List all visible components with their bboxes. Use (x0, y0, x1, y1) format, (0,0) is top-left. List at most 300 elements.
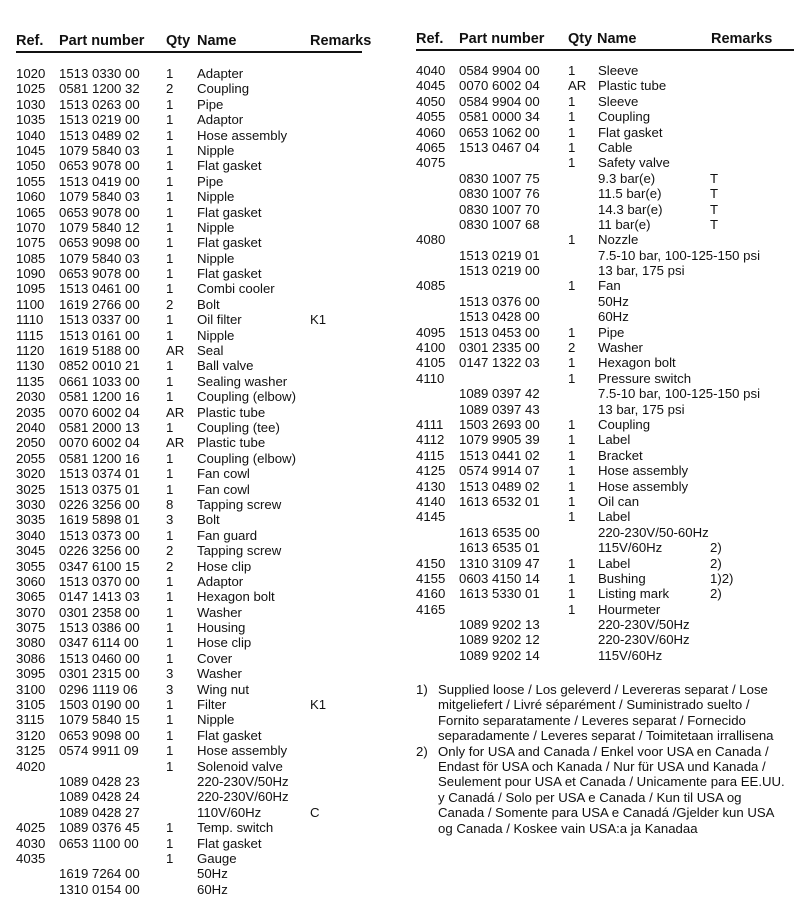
name-cell: Bolt (197, 512, 220, 528)
right-parts-rows (416, 63, 796, 663)
parts-row (16, 112, 392, 127)
qty-cell: 1 (568, 355, 576, 371)
qty-cell: 1 (166, 219, 174, 235)
name-cell: Hose clip (197, 558, 252, 574)
name-cell: Nipple (197, 712, 235, 728)
part-number-cell: 0301 2358 00 (59, 604, 140, 620)
name-cell: Nipple (197, 250, 235, 266)
parts-row (416, 417, 796, 432)
name-cell: 115V/60Hz (598, 647, 663, 663)
qty-cell: AR (568, 78, 587, 94)
parts-row (416, 202, 796, 217)
parts-row (416, 571, 796, 586)
part-number-cell: 1089 0428 27 (59, 804, 140, 820)
parts-row (416, 109, 796, 124)
part-number-cell: 0347 6100 15 (59, 558, 140, 574)
parts-row (16, 805, 392, 820)
part-number-cell: 1513 0161 00 (59, 327, 140, 343)
qty-cell: 1 (568, 93, 576, 109)
part-number-cell: 1513 0374 01 (59, 466, 140, 482)
part-number-cell: 1089 9202 14 (459, 647, 540, 663)
name-cell: Listing mark (598, 586, 670, 602)
ref-cell: 1040 (16, 127, 46, 143)
name-cell: Washer (598, 340, 643, 356)
parts-row (16, 158, 392, 173)
parts-row (16, 574, 392, 589)
part-number-cell: 0653 9098 00 (59, 235, 140, 251)
qty-cell: 1 (166, 727, 174, 743)
part-number-cell: 1513 0219 00 (59, 112, 140, 128)
parts-row (16, 866, 392, 881)
left-parts-rows (16, 66, 392, 897)
remarks-cell: 1)2) (710, 570, 734, 586)
part-number-cell: 0070 6002 04 (459, 78, 540, 94)
part-number-cell: 1079 5840 12 (59, 219, 140, 235)
ref-cell: 3115 (16, 712, 45, 728)
qty-cell: 1 (568, 463, 576, 479)
ref-cell: 4045 (416, 78, 446, 94)
part-number-cell: 1513 0489 02 (59, 127, 140, 143)
ref-cell: 4111 (416, 416, 444, 432)
parts-row (16, 235, 392, 250)
name-cell: Seal (197, 343, 224, 359)
qty-cell: 1 (166, 697, 174, 713)
ref-cell: 1030 (16, 96, 46, 112)
part-number-cell: 0147 1413 03 (59, 589, 140, 605)
part-number-cell: 0830 1007 75 (459, 170, 540, 186)
name-cell: Temp. switch (197, 820, 274, 836)
part-number-cell: 1513 0376 00 (459, 293, 540, 309)
part-number-cell: 1513 0337 00 (59, 312, 140, 328)
part-number-cell: 1619 5898 01 (59, 512, 140, 528)
parts-row (416, 509, 796, 524)
qty-cell: 1 (568, 232, 576, 248)
part-number-cell: 1513 0375 01 (59, 481, 140, 497)
parts-row (16, 728, 392, 743)
ref-cell: 4105 (416, 355, 446, 371)
qty-cell: 1 (166, 358, 174, 374)
name-cell: 220-230V/60Hz (598, 632, 690, 648)
ref-cell: 1095 (16, 281, 46, 297)
name-cell: Flat gasket (197, 266, 262, 282)
name-cell: Oil can (598, 493, 640, 509)
parts-row (16, 189, 392, 204)
remarks-cell: 2) (710, 540, 722, 556)
part-number-cell: 1513 0489 02 (459, 478, 540, 494)
qty-cell: 1 (166, 527, 174, 543)
qty-cell: 2 (166, 296, 174, 312)
ref-cell: 4100 (416, 340, 446, 356)
name-cell: Adaptor (197, 112, 244, 128)
part-number-cell: 1513 0419 00 (59, 173, 140, 189)
footnote-text: Supplied loose / Los geleverd / Levereras separat / Lose mitgeliefert / Livré séparément / Suministrado suelto / Fornito separatamente / Leveres separat / Fornecido separadamente / Leveres separat / Toimitetaan irrallisena (438, 682, 774, 744)
name-cell: Flat gasket (197, 835, 262, 851)
ref-cell: 2050 (16, 435, 46, 451)
name-cell: Tapping screw (197, 543, 282, 559)
name-cell: Flat gasket (598, 124, 663, 140)
name-cell: Fan (598, 278, 621, 294)
name-cell: Coupling (598, 416, 651, 432)
parts-row (416, 602, 796, 617)
part-number-cell: 0653 9098 00 (59, 727, 140, 743)
part-number-cell: 0574 9911 09 (59, 743, 139, 759)
part-number-cell: 0347 6114 00 (59, 635, 139, 651)
ref-cell: 4130 (416, 478, 446, 494)
part-number-cell: 0226 3256 00 (59, 543, 140, 559)
parts-row (16, 620, 392, 635)
part-number-cell: 1089 0376 45 (59, 820, 140, 836)
ref-cell: 4095 (416, 324, 446, 340)
qty-cell: 1 (166, 419, 174, 435)
ref-cell: 4065 (416, 139, 446, 155)
remarks-cell: K1 (310, 697, 327, 713)
ref-cell: 4075 (416, 155, 446, 171)
ref-cell: 1045 (16, 142, 46, 158)
ref-cell: 3025 (16, 481, 46, 497)
name-cell: Coupling (elbow) (197, 450, 296, 466)
name-cell: Adaptor (197, 573, 244, 589)
name-cell: Filter (197, 697, 227, 713)
name-cell: Label (598, 509, 631, 525)
remarks-cell: T (710, 186, 719, 202)
part-number-cell: 1079 5840 03 (59, 142, 140, 158)
ref-cell: 2030 (16, 389, 46, 405)
name-cell: 110V/60Hz (197, 804, 262, 820)
name-cell: Plastic tube (197, 404, 266, 420)
name-cell: Hose assembly (598, 463, 689, 479)
header-rule (416, 49, 794, 51)
name-cell: Flat gasket (197, 204, 262, 220)
qty-cell: 1 (166, 250, 174, 266)
ref-cell: 3125 (16, 743, 46, 759)
parts-row (16, 512, 392, 527)
ref-cell: 4145 (416, 509, 446, 525)
parts-row (16, 66, 392, 81)
qty-cell: 1 (568, 493, 576, 509)
name-cell: Gauge (197, 850, 237, 866)
header-ref: Ref. (416, 31, 444, 47)
qty-cell: 1 (166, 66, 174, 81)
parts-row (416, 294, 796, 309)
part-number-cell: 1619 7264 00 (59, 866, 140, 882)
parts-row (416, 402, 796, 417)
name-cell: Adapter (197, 66, 244, 81)
footnote-marker: 1) (416, 682, 428, 697)
part-number-cell: 1079 5840 03 (59, 250, 140, 266)
name-cell: Pressure switch (598, 370, 692, 386)
qty-cell: 1 (568, 109, 576, 125)
name-cell: 115V/60Hz (598, 540, 663, 556)
part-number-cell: 1310 0154 00 (59, 881, 140, 897)
name-cell: Coupling (598, 109, 651, 125)
remarks-cell: T (710, 216, 719, 232)
parts-row (16, 743, 392, 758)
footnote (416, 744, 788, 836)
part-number-cell: 0070 6002 04 (59, 435, 140, 451)
part-number-cell: 0653 9078 00 (59, 158, 140, 174)
part-number-cell: 0830 1007 76 (459, 186, 540, 202)
parts-row (416, 140, 796, 155)
ref-cell: 4150 (416, 555, 446, 571)
remarks-cell: T (710, 170, 719, 186)
name-cell: 220-230V/50Hz (598, 617, 690, 633)
ref-cell: 4165 (416, 601, 446, 617)
ref-cell: 4085 (416, 278, 446, 294)
footnote-marker: 2) (416, 743, 428, 759)
qty-cell: 1 (166, 712, 174, 728)
part-number-cell: 1089 9202 13 (459, 617, 540, 633)
parts-row (416, 278, 796, 293)
qty-cell: 1 (166, 650, 174, 666)
parts-row (16, 297, 392, 312)
parts-row (16, 882, 392, 897)
qty-cell: 1 (166, 266, 174, 282)
part-number-cell: 0070 6002 04 (59, 404, 140, 420)
name-cell: Ball valve (197, 358, 254, 374)
header-part-number: Part number (459, 31, 545, 47)
part-number-cell: 1079 5840 15 (59, 712, 140, 728)
ref-cell: 4060 (416, 124, 446, 140)
parts-row (16, 528, 392, 543)
remarks-cell: C (310, 804, 320, 820)
name-cell: Fan cowl (197, 466, 250, 482)
parts-row (16, 836, 392, 851)
header-name: Name (597, 31, 637, 47)
part-number-cell: 1310 3109 47 (459, 555, 540, 571)
parts-row (416, 171, 796, 186)
name-cell: Nipple (197, 327, 235, 343)
ref-cell: 1085 (16, 250, 46, 266)
parts-row (416, 125, 796, 140)
parts-row (416, 355, 796, 370)
header-remarks: Remarks (711, 31, 773, 47)
parts-row (16, 635, 392, 650)
part-number-cell: 0653 1100 00 (59, 835, 139, 851)
qty-cell: 2 (166, 558, 174, 574)
part-number-cell: 0301 2315 00 (59, 666, 140, 682)
parts-row (416, 632, 796, 647)
parts-row (16, 81, 392, 96)
name-cell: 14.3 bar(e) (598, 201, 663, 217)
name-cell: Nipple (197, 189, 235, 205)
parts-row (16, 466, 392, 481)
ref-cell: 1100 (16, 296, 45, 312)
part-number-cell: 1503 0190 00 (59, 697, 140, 713)
footnote (416, 682, 788, 744)
qty-cell: 1 (568, 447, 576, 463)
parts-row (16, 205, 392, 220)
parts-row (416, 309, 796, 324)
parts-row (16, 851, 392, 866)
name-cell: 50Hz (197, 866, 228, 882)
ref-cell: 4035 (16, 850, 46, 866)
parts-row (416, 463, 796, 478)
qty-cell: 1 (166, 204, 174, 220)
parts-row (416, 448, 796, 463)
qty-cell: 1 (568, 139, 576, 155)
name-cell: Hose clip (197, 635, 252, 651)
part-number-cell: 0653 9078 00 (59, 266, 140, 282)
ref-cell: 3035 (16, 512, 46, 528)
qty-cell: 1 (568, 601, 576, 617)
part-number-cell: 0574 9914 07 (459, 463, 540, 479)
part-number-cell: 1513 0460 00 (59, 650, 140, 666)
part-number-cell: 0584 9904 00 (459, 93, 540, 109)
qty-cell: 8 (166, 496, 174, 512)
ref-cell: 1110 (16, 312, 44, 328)
ref-cell: 1120 (16, 343, 45, 359)
name-cell: Bracket (598, 447, 643, 463)
name-cell: Flat gasket (197, 727, 262, 743)
parts-row (16, 420, 392, 435)
parts-row (416, 63, 796, 78)
qty-cell: 1 (568, 416, 576, 432)
qty-cell: 1 (166, 112, 174, 128)
name-cell: Sealing washer (197, 373, 288, 389)
name-cell: Hexagon bolt (197, 589, 275, 605)
part-number-cell: 1513 0441 02 (459, 447, 540, 463)
ref-cell: 3030 (16, 496, 46, 512)
parts-row (16, 312, 392, 327)
parts-row (416, 386, 796, 401)
qty-cell: 1 (166, 127, 174, 143)
name-cell: Pipe (197, 173, 224, 189)
qty-cell: 1 (166, 820, 174, 836)
part-number-cell: 1513 0370 00 (59, 573, 140, 589)
part-number-cell: 1089 0428 24 (59, 789, 140, 805)
header-part-number: Part number (59, 33, 145, 49)
parts-row (16, 251, 392, 266)
qty-cell: AR (166, 435, 185, 451)
name-cell: Flat gasket (197, 158, 262, 174)
name-cell: Coupling (197, 81, 250, 97)
parts-row (416, 371, 796, 386)
name-cell: Bolt (197, 296, 220, 312)
ref-cell: 3120 (16, 727, 46, 743)
qty-cell: 1 (166, 189, 174, 205)
name-cell: Nozzle (598, 232, 639, 248)
header-qty: Qty (568, 31, 593, 47)
qty-cell: 3 (166, 666, 174, 682)
ref-cell: 4160 (416, 586, 446, 602)
parts-row (416, 479, 796, 494)
qty-cell: 1 (568, 555, 576, 571)
name-cell: Safety valve (598, 155, 670, 171)
ref-cell: 4112 (416, 432, 445, 448)
ref-cell: 2035 (16, 404, 46, 420)
ref-cell: 3080 (16, 635, 46, 651)
name-cell: Hose assembly (197, 127, 288, 143)
name-cell: Label (598, 555, 631, 571)
qty-cell: 1 (166, 312, 174, 328)
name-cell: Fan cowl (197, 481, 250, 497)
ref-cell: 4155 (416, 570, 446, 586)
parts-row (416, 540, 796, 555)
ref-cell: 1025 (16, 81, 46, 97)
ref-cell: 1075 (16, 235, 46, 251)
name-cell: Wing nut (197, 681, 250, 697)
name-cell: 7.5-10 bar, 100-125-150 psi (598, 247, 761, 263)
ref-cell: 1090 (16, 266, 46, 282)
name-cell: Plastic tube (598, 78, 667, 94)
name-cell: Fan guard (197, 527, 258, 543)
parts-row (16, 220, 392, 235)
qty-cell: 1 (166, 281, 174, 297)
qty-cell: 1 (166, 450, 174, 466)
parts-row (16, 759, 392, 774)
parts-row (416, 617, 796, 632)
name-cell: Cable (598, 139, 633, 155)
parts-row (16, 358, 392, 373)
parts-row (16, 435, 392, 450)
parts-row (416, 494, 796, 509)
name-cell: Hourmeter (598, 601, 661, 617)
parts-row (16, 651, 392, 666)
qty-cell: 1 (166, 173, 174, 189)
ref-cell: 4050 (416, 93, 446, 109)
part-number-cell: 0296 1119 06 (59, 681, 138, 697)
ref-cell: 3020 (16, 466, 46, 482)
part-number-cell: 1613 6532 01 (459, 493, 540, 509)
qty-cell: 1 (568, 370, 576, 386)
qty-cell: 1 (166, 389, 174, 405)
parts-row (416, 263, 796, 278)
part-number-cell: 1513 0467 04 (459, 139, 540, 155)
part-number-cell: 0581 1200 16 (59, 389, 140, 405)
part-number-cell: 1513 0330 00 (59, 66, 140, 81)
parts-row (16, 405, 392, 420)
qty-cell: 1 (166, 758, 174, 774)
ref-cell: 3086 (16, 650, 46, 666)
qty-cell: 3 (166, 681, 174, 697)
name-cell: Nipple (197, 142, 235, 158)
part-number-cell: 1619 5188 00 (59, 343, 140, 359)
parts-row (16, 820, 392, 835)
parts-row (16, 174, 392, 189)
name-cell: Cover (197, 650, 233, 666)
name-cell: Coupling (tee) (197, 419, 280, 435)
parts-row (16, 497, 392, 512)
ref-cell: 3095 (16, 666, 46, 682)
parts-row (16, 712, 392, 727)
parts-row (416, 248, 796, 263)
parts-row (16, 128, 392, 143)
part-number-cell: 1089 0397 43 (459, 401, 540, 417)
name-cell: 50Hz (598, 293, 629, 309)
part-number-cell: 0301 2335 00 (459, 340, 540, 356)
parts-row (416, 155, 796, 170)
name-cell: Coupling (elbow) (197, 389, 296, 405)
part-number-cell: 1513 0453 00 (459, 324, 540, 340)
footnotes (416, 682, 788, 836)
name-cell: Bushing (598, 570, 646, 586)
part-number-cell: 0852 0010 21 (59, 358, 140, 374)
qty-cell: 1 (166, 158, 174, 174)
ref-cell: 1060 (16, 189, 46, 205)
ref-cell: 4080 (416, 232, 446, 248)
header-ref: Ref. (16, 33, 44, 49)
ref-cell: 1020 (16, 66, 46, 81)
part-number-cell: 1503 2693 00 (459, 416, 540, 432)
qty-cell: 1 (166, 235, 174, 251)
qty-cell: 1 (568, 509, 576, 525)
parts-row (16, 266, 392, 281)
parts-row (16, 666, 392, 681)
part-number-cell: 1089 0428 23 (59, 773, 140, 789)
parts-row (416, 525, 796, 540)
parts-row (416, 556, 796, 571)
name-cell: Pipe (197, 96, 224, 112)
